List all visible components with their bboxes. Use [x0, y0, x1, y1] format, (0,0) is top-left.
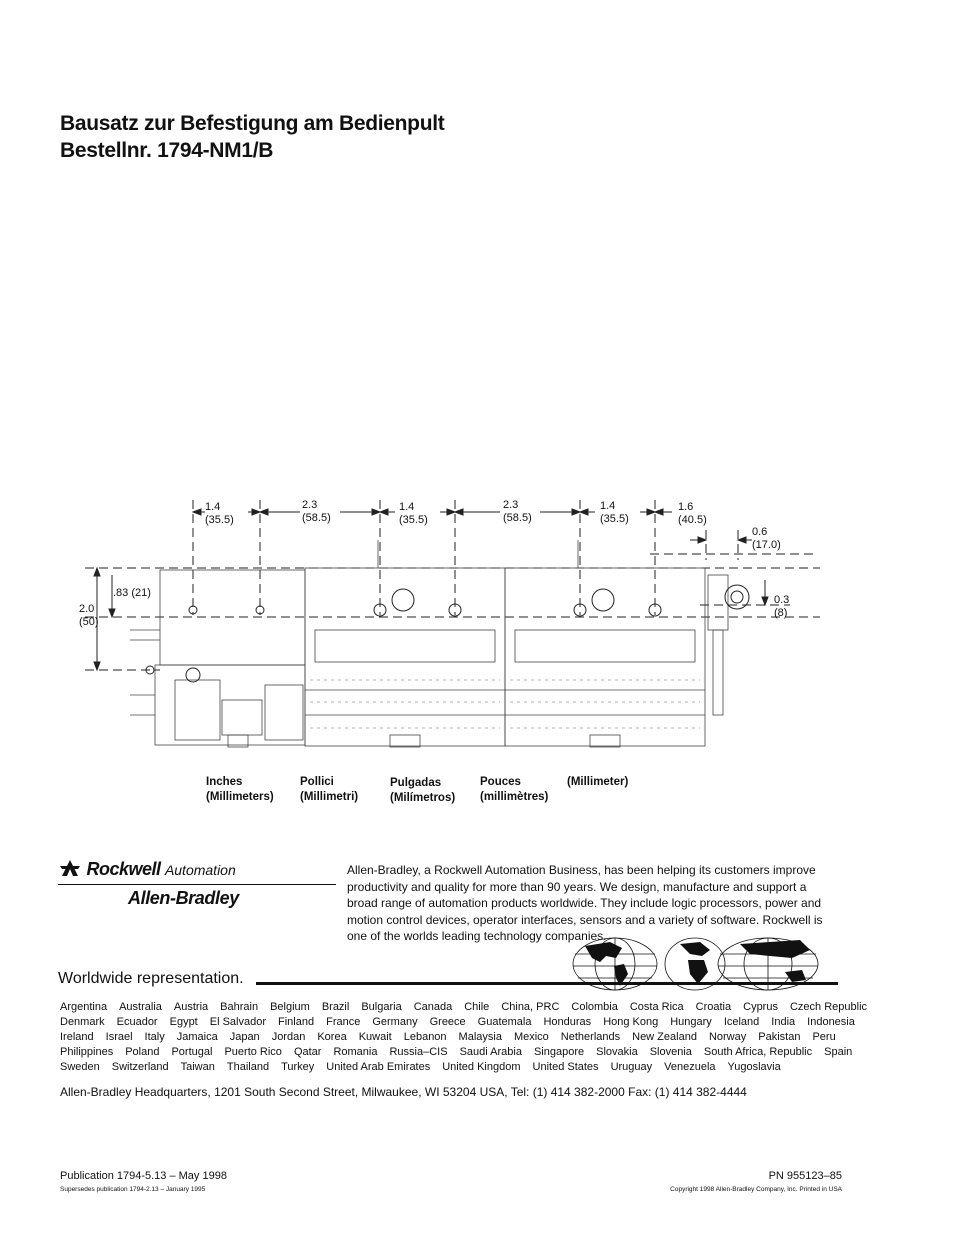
- rockwell-wordmark: Rockwell: [86, 859, 161, 879]
- automation-wordmark: Automation: [164, 862, 236, 878]
- title-line-1: Bausatz zur Befestigung am Bedienpult: [60, 112, 445, 135]
- unit-label-french: Pouces (millimètres): [480, 776, 549, 803]
- globe-map-icon: [570, 932, 830, 992]
- dimension-arrows: [94, 509, 768, 670]
- dim-label-9: 2.0 (50): [79, 603, 99, 628]
- countries-list: [60, 1000, 868, 1075]
- extension-lines: [85, 500, 820, 670]
- dimension-drawing: [0, 490, 954, 760]
- title-line-2: Bestellnr. 1794-NM1/B: [60, 139, 274, 162]
- countries-row-4: Philippines Poland Portugal Puerto Rico Qatar Romania Russia–CIS Saudi Arabia Singapore Slovakia Slovenia South Africa, Republic Spain: [60, 1046, 853, 1058]
- worldwide-heading: Worldwide representation.: [58, 970, 244, 987]
- dim-label-7: 0.6 (17.0): [752, 526, 781, 551]
- unit-label-german: (Millimeter): [567, 776, 629, 788]
- headquarters-address: Allen-Bradley Headquarters, 1201 South Second Street, Milwaukee, WI 53204 USA, Tel: (1) 414 382-2000 Fax: (1) 414 382-4444: [60, 1085, 747, 1099]
- dim-label-6: 1.6 (40.5): [678, 501, 707, 526]
- module-outlines: [130, 540, 728, 747]
- rockwell-logo: [58, 858, 338, 880]
- publication-number: Publication 1794-5.13 – May 1998: [60, 1170, 227, 1182]
- about-text: Allen-Bradley, a Rockwell Automation Business, has been helping its customers improve productivity and quality for more than 90 years. We design, manufacture and support a broad range of automation products worldwide. They include logic processors, power and motion control devices, operator interfaces, sensors and a variety of software. Rockwell is one of the worlds leading technology companies.: [347, 863, 823, 943]
- page-title: [60, 110, 444, 164]
- rockwell-emblem-icon: [58, 858, 82, 878]
- countries-row-5: Sweden Switzerland Taiwan Thailand Turkey United Arab Emirates United Kingdom United States Uruguay Venezuela Yugoslavia: [60, 1061, 781, 1073]
- copyright-note: Copyright 1998 Allen-Bradley Company, Inc. Printed in USA: [670, 1186, 842, 1193]
- dim-label-2: 2.3 (58.5): [302, 499, 331, 524]
- dim-label-5: 1.4 (35.5): [600, 500, 629, 525]
- dim-label-10: 0.3 (8): [774, 594, 790, 619]
- dim-label-8: .83 (21): [113, 587, 151, 599]
- brand-divider: [58, 884, 336, 885]
- part-number: PN 955123–85: [768, 1170, 842, 1182]
- mounting-holes: [146, 585, 749, 682]
- unit-label-spanish: Pulgadas (Milímetros): [390, 777, 456, 804]
- countries-row-2: Denmark Ecuador Egypt El Salvador Finland France Germany Greece Guatemala Honduras Hong Kong Hungary Iceland India Indonesia: [60, 1016, 855, 1028]
- countries-row-3: Ireland Israel Italy Jamaica Japan Jordan Korea Kuwait Lebanon Malaysia Mexico Netherlands New Zealand Norway Pakistan Peru: [60, 1031, 836, 1043]
- dim-label-4: 2.3 (58.5): [503, 499, 532, 524]
- allen-bradley-wordmark: Allen-Bradley: [128, 888, 239, 908]
- unit-label-english: Inches (Millimeters): [206, 776, 274, 803]
- countries-row-1: Argentina Australia Austria Bahrain Belgium Brazil Bulgaria Canada Chile China, PRC Colombia Costa Rica Croatia Cyprus Czech Republic: [60, 1001, 868, 1013]
- dim-label-3: 1.4 (35.5): [399, 501, 428, 526]
- dim-label-1: 1.4 (35.5): [205, 501, 234, 526]
- supersedes-note: Supersedes publication 1794-2.13 – January 1995: [60, 1186, 206, 1193]
- unit-label-italian: Pollici (Millimetri): [300, 776, 359, 803]
